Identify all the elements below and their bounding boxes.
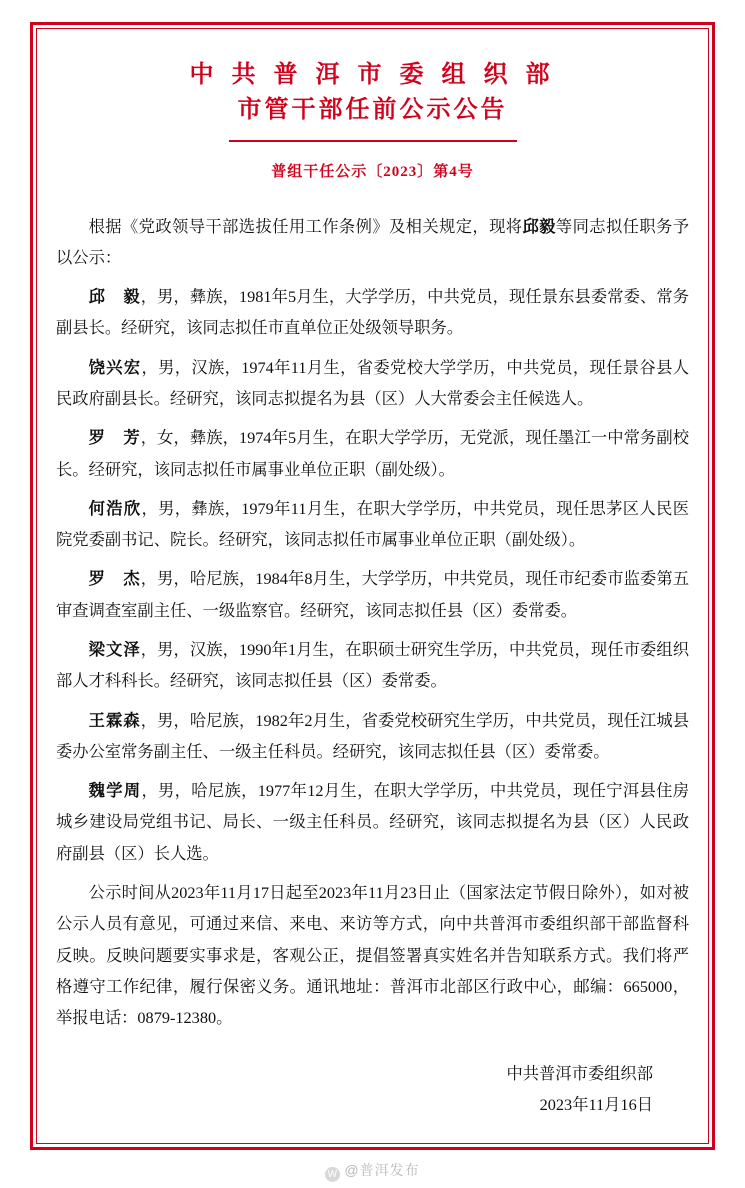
page-title (56, 58, 689, 128)
intro-highlight-name: 邱毅 (522, 216, 556, 236)
person-entry (56, 563, 689, 626)
signature-organization: 中共普洱市委组织部 (506, 1064, 653, 1084)
document-number: 普组干任公示〔2023〕第4号 (271, 163, 474, 180)
person-detail: ，男，哈尼族，1982年2月生，省委党校研究生学历，中共党员，现任江城县委办公室常务副主任、一级主任科员。经研究，该同志拟任县（区）委常委。 (56, 710, 689, 761)
person-detail: ，男，汉族，1990年1月生，在职硕士研究生学历，中共党员，现任市委组织部人才科科长。经研究，该同志拟任县（区）委常委。 (56, 639, 689, 691)
person-detail: ，女，彝族，1974年5月生，在职大学学历，无党派，现任墨江一中常务副校长。经研究，该同志拟任市属事业单位正职（副处级）。 (56, 428, 689, 479)
document-body (56, 211, 689, 1034)
person-name: 王霖森 (88, 710, 141, 730)
person-entry (56, 281, 689, 344)
person-entry (56, 705, 689, 768)
person-name: 罗 芳 (88, 428, 141, 448)
person-entry (56, 775, 689, 869)
person-name: 罗 杰 (88, 569, 141, 589)
person-name: 梁文泽 (88, 639, 141, 659)
watermark-text: @普洱发布 (344, 1162, 420, 1178)
intro-paragraph (56, 211, 689, 274)
person-name: 邱 毅 (88, 287, 141, 307)
title-divider (229, 140, 517, 142)
document-content (56, 46, 689, 1130)
person-entry (56, 352, 689, 415)
page-title-line1: 中 共 普 洱 市 委 组 织 部 (189, 62, 556, 88)
person-detail: ，男，哈尼族，1984年8月生，大学学历，中共党员，现任市纪委市监委第五审查调查室副主任、一级监察官。经研究，该同志拟任县（区）委常委。 (56, 569, 689, 620)
person-name: 魏学周 (88, 781, 142, 801)
notice-paragraph: 公示时间从2023年11月17日起至2023年11月23日止（国家法定节假日除外），如对被公示人员有意见，可通过来信、来电、来访等方式，向中共普洱市委组织部干部监督科反映。反映问题要实事求是，客观公正，提倡签署真实姓名并告知联系方式。我们将严格遵守工作纪律，履行保密义务。通讯地址：普洱市北部区行政中心，邮编：665000，举报电话：0879-12380。 (56, 882, 689, 1028)
intro-text-after: 等同志拟任职务予以公示： (56, 216, 689, 267)
person-detail: ，男，彝族，1981年5月生，大学学历，中共党员，现任景东县委常委、常务副县长。经研究，该同志拟任市直单位正处级领导职务。 (56, 287, 689, 338)
signature-date: 2023年11月16日 (539, 1095, 653, 1115)
signature-block (56, 1059, 689, 1121)
watermark (0, 1160, 745, 1182)
weibo-icon: W (325, 1167, 340, 1182)
intro-text-before: 根据《党政领导干部选拔任用工作条例》及相关规定，现将 (88, 216, 523, 236)
person-entry (56, 422, 689, 485)
person-name: 饶兴宏 (88, 357, 142, 377)
page-title-line2: 市管干部任前公示公告 (237, 96, 508, 123)
person-name: 何浩欣 (88, 498, 142, 518)
person-entry (56, 493, 689, 556)
person-entry (56, 634, 689, 697)
person-detail: ，男，彝族，1979年11月生，在职大学学历，中共党员，现任思茅区人民医院党委副书记、院长。经研究，该同志拟任市属事业单位正职（副处级）。 (56, 498, 689, 550)
person-detail: ，男，哈尼族，1977年12月生，在职大学学历，中共党员，现任宁洱县住房城乡建设局党组书记、局长、一级主任科员。经研究，该同志拟提名为县（区）人民政府副县（区）长人选。 (56, 781, 689, 863)
person-detail: ，男，汉族，1974年11月生，省委党校大学学历，中共党员，现任景谷县人民政府副县长。经研究，该同志拟提名为县（区）人大常委会主任候选人。 (56, 357, 689, 408)
